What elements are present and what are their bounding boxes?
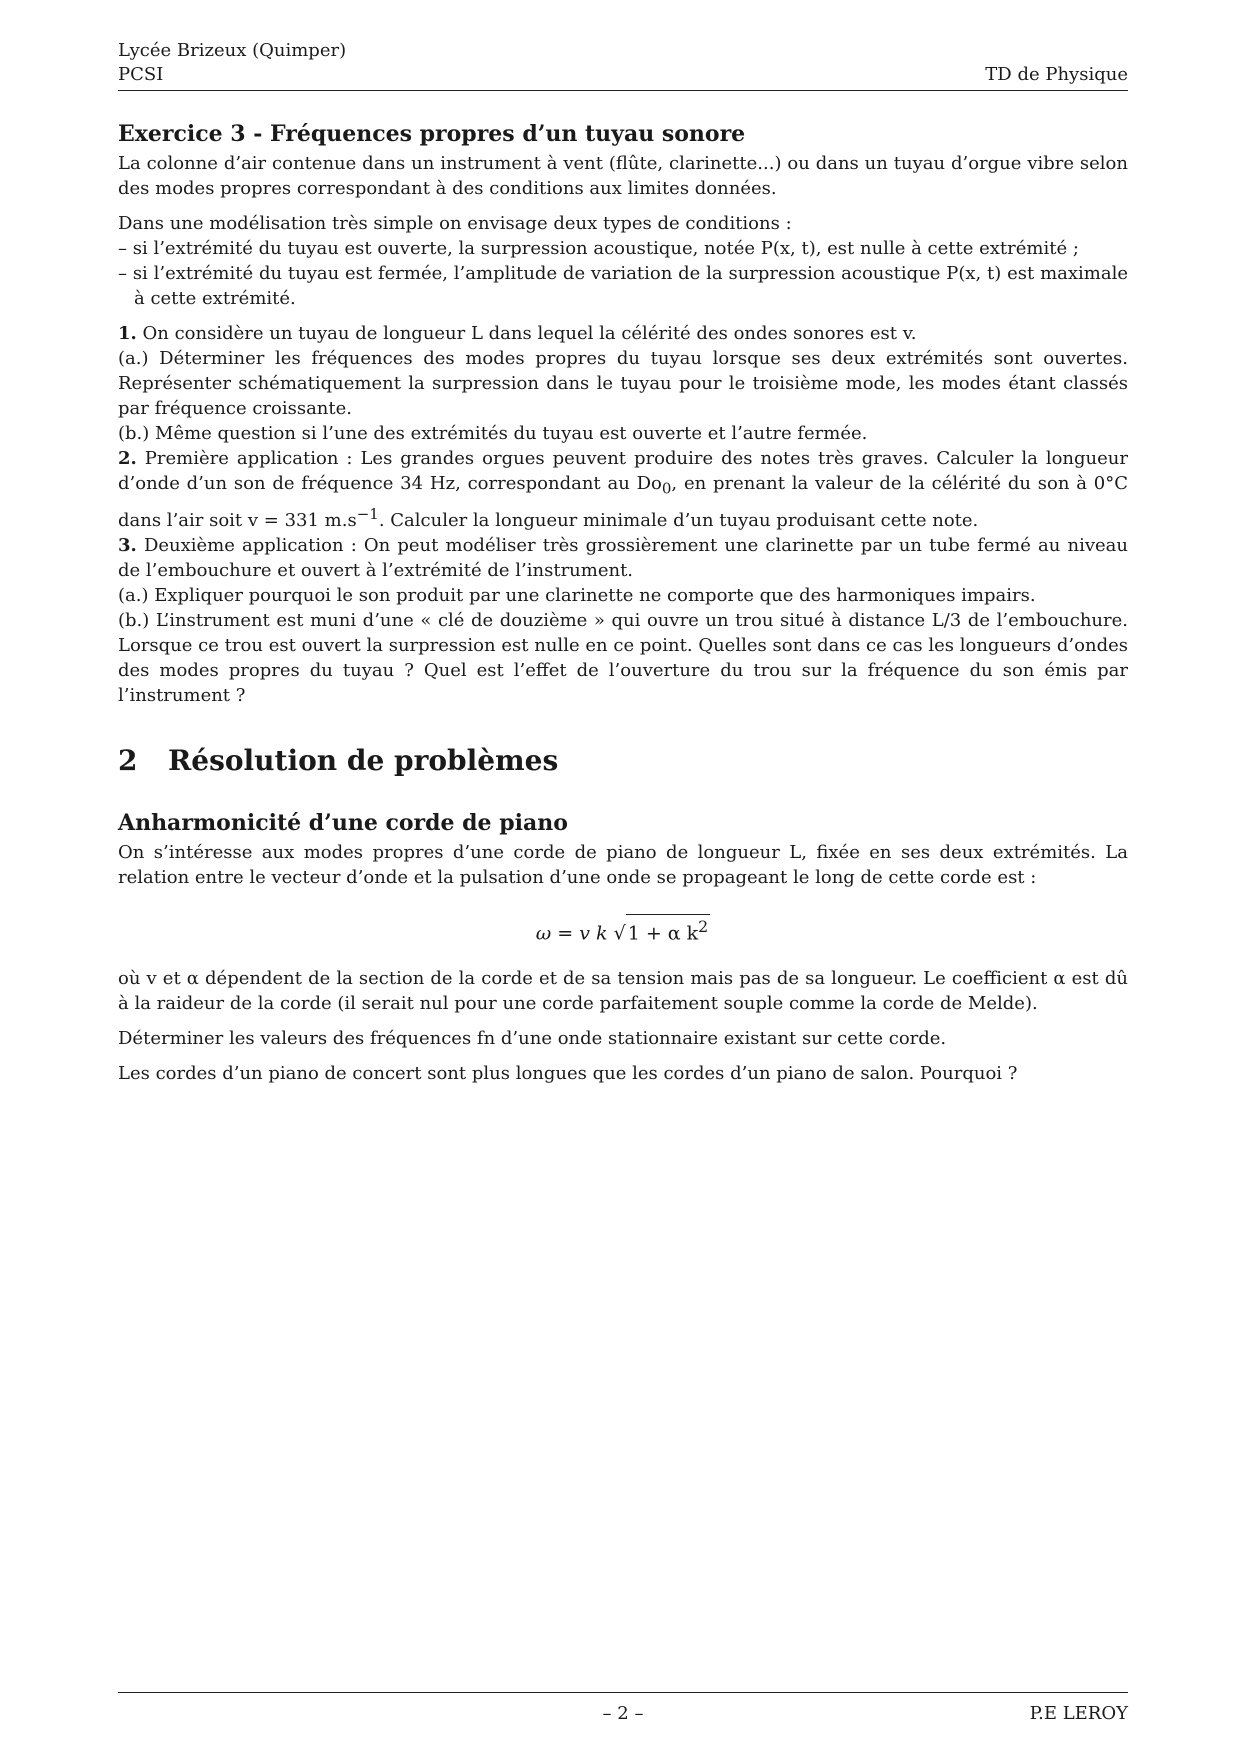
- dispersion-equation: ω = v k √ 1 + α $k^2$: [118, 914, 1128, 944]
- page-number: – 2 –: [602, 1703, 644, 1724]
- subscript: 0: [661, 479, 672, 498]
- page-footer: [118, 1692, 1128, 1733]
- page-content: [118, 38, 1128, 1086]
- page-header: [118, 38, 1128, 91]
- question-text: . Calculer la longueur minimale d’un tuyau produisant cette note.: [378, 509, 979, 531]
- question-text: , en prenant la valeur de la célérité du son à 0°C dans l’air soit v = 331 m.s: [118, 473, 1129, 531]
- question-number: 2.: [118, 448, 137, 469]
- question-1a: (a.) Déterminer les fréquences des modes propres du tuyau lorsque ses deux extrémités sont ouvertes. Représenter schématiquement la surpression dans le tuyau pour le troisième mode, les modes étant classés par fréquence croissante.: [118, 348, 1128, 419]
- equation-root: 1 + α k: [627, 921, 699, 944]
- question-text: On considère un tuyau de longueur L dans lequel la célérité des ondes sonores est v.: [142, 323, 917, 344]
- problem-title: Anharmonicité d’une corde de piano: [118, 809, 568, 836]
- question-3: [118, 533, 1128, 583]
- question-3a: (a.) Expliquer pourquoi le son produit par une clarinette ne comporte que des harmoniques impairs.: [118, 584, 1036, 606]
- superscript: −1: [356, 504, 379, 523]
- equation-lhs: ω = v k: [535, 921, 608, 944]
- exponent: 2: [698, 916, 709, 936]
- question-text: Première application : Les grandes orgues peuvent produire des notes très graves. Calculer la longueur d’onde d’un son de fréquence 34 Hz, correspondant au Do: [118, 448, 1128, 494]
- question-text: Deuxième application : On peut modéliser très grossièrement une clarinette par un tube fermé au niveau de l’embouchure et ouvert à l’extrémité de l’instrument.: [118, 534, 1128, 581]
- header-subject: TD de Physique: [985, 64, 1128, 85]
- question-1b: (b.) Même question si l’une des extrémités du tuyau est ouverte et l’autre fermée.: [118, 423, 868, 444]
- question-number: 3.: [118, 534, 137, 556]
- question-2: [118, 446, 1128, 533]
- question-3b: (b.) L’instrument est muni d’une « clé de douzième » qui ouvre un trou situé à distance L/3 de l’embouchure. Lorsque ce trou est ouvert la surpression est nulle en ce point. Quelles sont dans ce cas les longueurs d’ondes des modes propres du tuyau ? Quel est l’effet de l’ouverture du trou sur la fréquence du son émis par l’instrument ?: [118, 609, 1128, 706]
- footer-author: P.E LEROY: [1029, 1703, 1128, 1724]
- condition-open: – si l’extrémité du tuyau est ouverte, la surpression acoustique, notée P(x, t), est nulle à cette extrémité ;: [118, 238, 1079, 259]
- problem-question-1: Déterminer les valeurs des fréquences fn d’une onde stationnaire existant sur cette corde.: [118, 1027, 947, 1049]
- exercise-title: Exercice 3 - Fréquences propres d’un tuyau sonore: [118, 121, 746, 147]
- condition-closed: – si l’extrémité du tuyau est fermée, l’amplitude de variation de la surpression acoustique P(x, t) est maximale à cette extrémité.: [118, 263, 1128, 309]
- header-class: PCSI: [118, 64, 164, 85]
- section-number: 2: [118, 743, 138, 777]
- question-1: [118, 321, 1128, 346]
- question-number: 1.: [118, 323, 137, 344]
- problem-question-2: Les cordes d’un piano de concert sont plus longues que les cordes d’un piano de salon. Pourquoi ?: [118, 1062, 1018, 1084]
- exercise-intro: La colonne d’air contenue dans un instrument à vent (flûte, clarinette...) ou dans un tuyau d’orgue vibre selon des modes propres correspondant à des conditions aux limites données.: [118, 153, 1128, 199]
- model-intro: Dans une modélisation très simple on envisage deux types de conditions :: [118, 213, 792, 234]
- section-heading: [118, 744, 1128, 778]
- section-title: Résolution de problèmes: [168, 743, 559, 777]
- equation-comment: où v et α dépendent de la section de la corde et de sa tension mais pas de sa longueur. Le coefficient α est dû à la raideur de la corde (il serait nul pour une corde parfaitement souple comme la corde de Melde).: [118, 967, 1128, 1014]
- square-root: [626, 914, 711, 944]
- header-school: Lycée Brizeux (Quimper): [118, 40, 347, 61]
- problem-intro: On s’intéresse aux modes propres d’une corde de piano de longueur L, fixée en ses deux extrémités. La relation entre le vecteur d’onde et la pulsation d’une onde se propageant le long de cette corde est :: [118, 841, 1128, 888]
